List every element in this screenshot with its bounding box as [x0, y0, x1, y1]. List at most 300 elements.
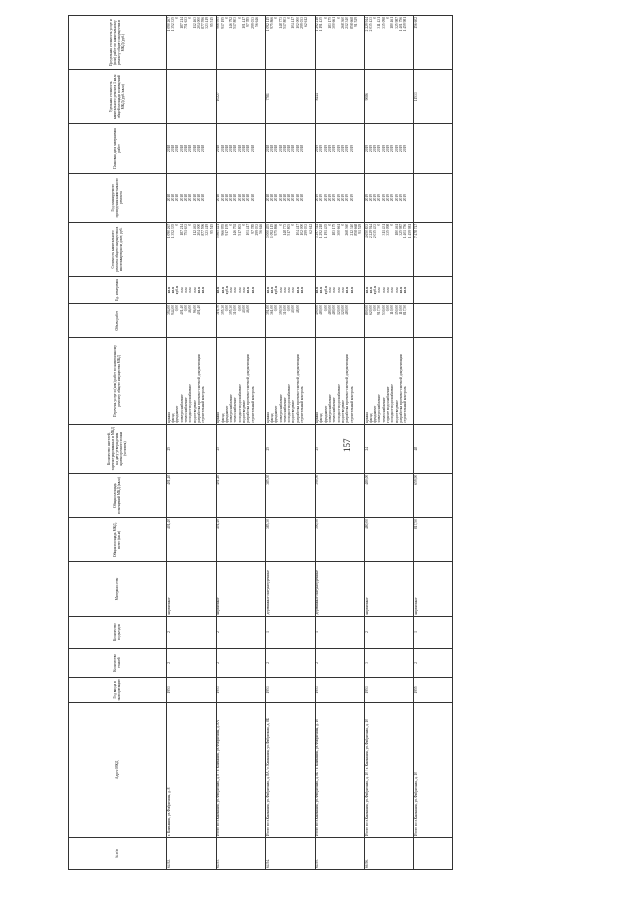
row-volumes-line: 316,70 [216, 305, 221, 315]
row-volumes-line: 395,30 [229, 305, 234, 315]
row-costs-line: 2 229 944 [368, 223, 373, 239]
row-limit-costs-line: 156 602 [414, 17, 419, 29]
row-end-years [266, 124, 315, 173]
row-plan-years-line: 2019 [340, 194, 345, 202]
row-volumes-line: 480,00 [332, 305, 337, 315]
row-address: Итого по г.Камышин, ул.Фабричная, д. 8Б / г. Камышин, ул.Фабричная, д. 10 [315, 702, 364, 837]
row-number: 64.92. [167, 838, 216, 870]
row-plan-years [216, 173, 265, 222]
row-end-years-line: 2019 [328, 144, 333, 153]
row-volumes-line: 361,00 [269, 305, 274, 315]
row-end-years-line: 2019 [377, 144, 382, 153]
row-works-line: электроснабжение [229, 394, 234, 423]
column-header: Адрес МКД [69, 702, 167, 837]
row-limit-costs [365, 16, 414, 70]
row-limit-costs-line: 1 401 756 [398, 17, 403, 32]
row-floors: 2 [266, 648, 315, 678]
row-limit-costs-line: 975 866 [269, 17, 274, 29]
row-costs [365, 222, 414, 276]
row-limit-costs-line: 311 431 [377, 17, 382, 29]
row-volumes-line: 480,00 [328, 305, 333, 315]
row-costs-line: 268 360 [345, 223, 350, 236]
row-end-years-line: 2018 [278, 144, 283, 153]
row-works [365, 338, 414, 424]
row-costs-line: 1 092 115 [269, 223, 274, 239]
column-header: Количество жителей, зарегистрированных в МКД на дату утверждения краткосрочного плана (человек) [69, 424, 167, 473]
row-units [315, 276, 364, 303]
row-costs-line: 56 646 [259, 223, 264, 234]
row-units-line: кв.м [265, 286, 270, 294]
row-volumes-line: 0,00 [224, 305, 229, 312]
row-plan-years-line: 2019 [336, 194, 341, 202]
row-units [414, 276, 452, 303]
row-end-years-line: 2019 [340, 144, 345, 153]
row-end-years [216, 124, 265, 173]
row-residents: 24 [365, 424, 414, 473]
row-works-line: разработка проектно-сметной документации [345, 354, 350, 423]
row-area-premises: 385,30 [266, 473, 315, 517]
row-limit-costs-line: 91 529 [353, 17, 358, 27]
row-limit-costs-line: 112 463 [192, 17, 197, 29]
row-units-line: кв.м [171, 286, 176, 294]
capital-repair-table [68, 15, 453, 870]
row-limit-costs-line: 212 340 [345, 17, 350, 29]
row-end-years-line: 2019 [368, 144, 373, 153]
row-entrances: 1 [414, 616, 452, 648]
row-works-line: строительный контроль [300, 386, 305, 423]
row-plan-years-line: 2019 [332, 194, 337, 202]
row-works [266, 338, 315, 424]
table-row [414, 16, 452, 870]
row-volumes-line: 0,00 [386, 305, 391, 312]
row-works-line: разработка проектно-сметной документации [295, 354, 300, 423]
row-units-line: кв.м [345, 286, 350, 294]
row-plan-years-line: 2019 [368, 194, 373, 202]
row-units-line: п.м [242, 287, 247, 293]
row-floors: 2 [216, 648, 265, 678]
row-costs-line: 91 529 [358, 223, 363, 234]
column-header: Плановая дата завершения работ [69, 124, 167, 173]
row-plan-years-line: 2019 [345, 194, 350, 202]
column-header: Общая площадь помещений МКД (кв.м) [69, 473, 167, 517]
row-works-line: водоотведение [394, 400, 399, 423]
row-volumes [365, 304, 414, 338]
row-address: Итого по г.Камышин, ул.Фабричная, д. 8А / г. Камышин, ул.Фабричная, д. 8Б [266, 702, 315, 837]
row-limit-costs-line: 517 803 [233, 17, 238, 29]
row-end-years-line: 2018 [250, 144, 255, 153]
row-volumes-line: 917,50 [377, 305, 382, 315]
row-costs-line: 0 [188, 223, 193, 226]
row-end-years-line: 2018 [237, 144, 242, 153]
row-works-line: электроснабжение [328, 394, 333, 423]
row-plan-years-line: 2018 [216, 194, 221, 202]
row-units-line: кв.м [246, 286, 251, 294]
row-costs-line: 2 035 433 [373, 223, 378, 239]
row-volumes-line: 480,00 [345, 305, 350, 315]
row-floors: 2 [315, 648, 364, 678]
row-limit-costs [266, 16, 315, 70]
row-costs-line: 204 000 [196, 223, 201, 236]
row-works-line: водоотведение [242, 400, 247, 423]
row-volumes-line: 490,00 [315, 305, 320, 315]
row-plan-years-line: 2018 [183, 194, 188, 202]
row-units-line: п.м [390, 287, 395, 293]
row-plan-years-line: 2019 [398, 194, 403, 202]
row-volumes [414, 304, 452, 338]
row-end-years-line: 2019 [373, 144, 378, 153]
row-costs-line: 97 785 [250, 223, 255, 234]
row-residents: 25 [167, 424, 216, 473]
row-limit-costs-line: 0 [323, 17, 328, 19]
row-costs-line: 7 478 747 [414, 223, 419, 239]
row-works [315, 338, 364, 424]
row-units-line: п.м [377, 287, 382, 293]
row-costs-line: 180 461 [394, 223, 399, 236]
row-units [365, 276, 414, 303]
row-volumes-line: 944,00 [171, 305, 176, 315]
row-end-years-line: 2019 [364, 144, 369, 153]
row-works-line: фасад [269, 413, 274, 423]
row-volumes-line [301, 305, 305, 336]
row-plan-years-line: 2018 [224, 194, 229, 202]
row-costs-line: 323 419 [205, 223, 210, 236]
row-volumes [266, 304, 315, 338]
row-year: 1953 [315, 678, 364, 703]
row-limit-costs-line: 323 419 [205, 17, 210, 29]
row-end-years-line: 2018 [291, 144, 296, 153]
row-year: 1953 [167, 678, 216, 703]
row-volumes-line: 46,00 [246, 305, 251, 314]
row-works-line: холодное водоснабжение [188, 384, 193, 423]
row-plan-years-line: 2018 [166, 194, 171, 202]
row-area-premises: 401,40 [216, 473, 265, 517]
row-unit-cost: 9086 [365, 70, 414, 124]
row-costs-line: 751 633 [183, 223, 188, 236]
row-costs-line: 112 463 [192, 223, 197, 236]
row-plan-years-line: 2019 [386, 194, 391, 202]
row-costs-line: 148 773 [282, 223, 287, 236]
row-limit-costs-line: 299 033 [250, 17, 255, 29]
row-costs-line: 311 431 [381, 223, 386, 236]
row-costs-line: 102 000 [300, 223, 305, 236]
row-volumes-line: 530,00 [381, 305, 386, 315]
row-costs-line: 1 191 435 [323, 223, 328, 239]
row-limit-costs-line: 1 191 435 [319, 17, 324, 32]
row-units-line: п.м [183, 287, 188, 293]
row-units-line: кв.м [398, 286, 403, 294]
row-plan-years-line: 2019 [364, 194, 369, 202]
row-works-line: холодное водоснабжение [237, 384, 242, 423]
row-volumes-line: 150,00 [394, 305, 399, 315]
row-works-line: строительный контроль [403, 386, 408, 423]
row-costs-line: 1 090 267 [166, 223, 171, 239]
row-end-years-line: 2018 [265, 144, 270, 153]
row-plan-years-line: 2018 [287, 194, 292, 202]
row-limit-costs-line: 966 955 [216, 17, 221, 29]
row-number: 64.94. [266, 838, 315, 870]
row-volumes-line [351, 305, 355, 336]
row-area-premises: 480,00 [365, 473, 414, 517]
row-plan-years-line: 2019 [315, 194, 320, 202]
capital-repair-table-container [68, 15, 628, 870]
row-limit-costs-line: 517 803 [282, 17, 287, 29]
row-entrances: 2 [167, 616, 216, 648]
row-limit-costs [216, 16, 265, 70]
row-limit-costs-line: 0 [274, 17, 279, 19]
row-end-years-line: 2018 [216, 144, 221, 153]
row-number: 66.96. [365, 838, 414, 870]
row-limit-costs-line: 0 [237, 17, 242, 19]
row-costs [167, 222, 216, 276]
row-limit-costs-line: 858 668 [349, 17, 354, 29]
row-limit-costs-line: 0 [386, 17, 391, 19]
row-end-years-line: 2018 [175, 144, 180, 153]
row-works-line: крыша [315, 412, 320, 423]
column-header: № п/п [69, 838, 167, 870]
row-limit-costs-line: 877 596 [201, 17, 206, 29]
row-works-line: крыша [265, 412, 270, 423]
row-address: Итого по г.Камышин, ул.Фабричная, д. 10 / г. Камышин, ул.Фабричная, д. 10 [365, 702, 414, 837]
row-works-line: водоотведение [291, 400, 296, 423]
row-volumes-line: 394,00 [166, 305, 171, 315]
row-units-line: кв.м [403, 286, 408, 294]
row-end-years-line: 2018 [166, 144, 171, 153]
column-header: Удельная стоимость капитального ремонта 1 кв.м общей площади помещений МКД (руб./кв.м) [69, 70, 167, 124]
row-plan-years-line: 2019 [394, 194, 399, 202]
row-plan-years-line: 2018 [233, 194, 238, 202]
row-works-line: строительный контроль [349, 386, 354, 423]
row-limit-costs-line: 146 792 [229, 17, 234, 29]
row-plan-years-line: 2018 [242, 194, 247, 202]
row-costs-line: 0 [291, 223, 296, 226]
row-limit-costs-line: 0 [336, 17, 341, 19]
row-units-line: п.м [192, 287, 197, 293]
row-end-years-line: 2018 [295, 144, 300, 153]
row-units-line: п.м [291, 287, 296, 293]
row-costs-line: 212 340 [349, 223, 354, 236]
row-works-line: холодное водоснабжение [390, 384, 395, 423]
row-costs-line: 858 668 [353, 223, 358, 236]
row-plan-years-line: 2018 [175, 194, 180, 202]
row-area-premises: 401,40 [167, 473, 216, 517]
row-costs-line: 4 650 833 [364, 223, 369, 239]
row-limit-costs-line: 1 292 218 [315, 17, 320, 32]
row-units-line: кв.м [295, 286, 300, 294]
table-body [167, 16, 452, 870]
row-volumes-line: 390,50 [278, 305, 283, 315]
row-works-line: разработка проектно-сметной документации [246, 354, 251, 423]
row-entrances: 1 [266, 616, 315, 648]
row-plan-years-line: 2018 [300, 194, 305, 202]
row-plan-years-line: 2018 [196, 194, 201, 202]
row-limit-costs-line: 0 [175, 17, 180, 19]
row-end-years-line: 2019 [403, 144, 408, 153]
row-units-line: п.м [386, 287, 391, 293]
row-units-line: п.м [394, 287, 399, 293]
row-works-line: фасад [319, 413, 324, 423]
row-plan-years-line: 2018 [192, 194, 197, 202]
row-works [216, 338, 265, 424]
row-plan-years-line: 2018 [188, 194, 193, 202]
row-material: кирпичные [365, 562, 414, 616]
column-header: Ед. измерения [69, 276, 167, 303]
row-limit-costs-line: 751 633 [183, 17, 188, 29]
row-limit-costs-line: 0 [224, 17, 229, 19]
row-volumes-line: 310,00 [233, 305, 238, 315]
row-costs-line: 917 195 [224, 223, 229, 236]
row-works-line: крыша [216, 412, 221, 423]
row-costs-line: 1 401 756 [403, 223, 408, 239]
row-units-line: п.м [282, 287, 287, 293]
row-costs [315, 222, 364, 276]
row-costs-line: 517 803 [287, 223, 292, 236]
row-end-years-line: 2018 [287, 144, 292, 153]
row-costs-line: 187 214 [179, 223, 184, 236]
row-volumes-line: 110,00 [398, 305, 403, 315]
row-plan-years-line: 2018 [171, 194, 176, 202]
row-address: Итого по г.Камышин, ул.Фабричная, д. 8 / г. Камышин, ул.Фабричная, д. 8А [216, 702, 265, 837]
row-end-years-line: 2018 [183, 144, 188, 153]
row-end-years-line: 2018 [242, 144, 247, 153]
row-limit-costs-line: 2 229 944 [364, 17, 369, 32]
row-limit-costs-line: 1 092 115 [265, 17, 270, 32]
row-costs-line: 0 [377, 223, 382, 226]
row-costs-line: 146 792 [233, 223, 238, 236]
row-plan-years-line: 2018 [246, 194, 251, 202]
row-plan-years-line: 2018 [265, 194, 270, 202]
row-costs-line: 0 [175, 223, 180, 226]
row-plan-years-line: 2018 [278, 194, 283, 202]
row-costs-line: 101 417 [246, 223, 251, 236]
row-units-line: кв.м [201, 286, 206, 294]
row-limit-costs-line: 0 [188, 17, 193, 19]
row-works-line: горячее водоснабжение [386, 386, 391, 423]
row-works-line: фасад [171, 413, 176, 423]
table-row [315, 16, 364, 870]
row-end-years-line: 2019 [381, 144, 386, 153]
row-plan-years [414, 173, 452, 222]
row-end-years [315, 124, 364, 173]
row-area-premises: 659,90 [414, 473, 452, 517]
row-limit-costs-line: 1 459 981 [403, 17, 408, 32]
row-end-years-line: 2018 [171, 144, 176, 153]
row-units-line: п.м [336, 287, 341, 293]
row-costs-line: 966 955 [220, 223, 225, 236]
row-volumes-line: 620,00 [368, 305, 373, 315]
row-volumes-line: 480,00 [319, 305, 324, 315]
row-limit-costs-line: 102 000 [295, 17, 300, 29]
row-end-years-line: 2019 [390, 144, 395, 153]
row-units-line: п.м [328, 287, 333, 293]
row-works-line: фасад [368, 413, 373, 423]
row-address: Итого по г.Камышин, ул.Фабричная, д. 10 [414, 702, 452, 837]
row-end-years-line: 2019 [398, 144, 403, 153]
row-units-line: куб.м [373, 285, 378, 295]
row-material: кирпичные [216, 562, 265, 616]
row-area-total: 480,00 [365, 518, 414, 562]
row-volumes [216, 304, 265, 338]
row-units-line: кв.м [269, 286, 274, 294]
row-area-premises: 390,50 [315, 473, 364, 517]
row-end-years-line: 2019 [345, 144, 350, 153]
row-plan-years-line: 2019 [319, 194, 324, 202]
row-limit-costs-line: 268 360 [340, 17, 345, 29]
row-limit-costs-line: 62 612 [304, 17, 309, 27]
row-limit-costs-line: 187 214 [179, 17, 184, 29]
row-plan-years-line: 2019 [328, 194, 333, 202]
row-volumes-line: 395,30 [220, 305, 225, 315]
row-floors: 2 [414, 648, 452, 678]
row-volumes-line: 391,00 [265, 305, 270, 315]
row-volumes-line: 40,00 [242, 305, 247, 314]
row-units-line: п.м [233, 287, 238, 293]
row-costs-line: 335 098 [386, 223, 391, 236]
row-end-years-line: 2019 [386, 144, 391, 153]
row-limit-costs-line: 2 035 433 [368, 17, 373, 32]
row-volumes-line: 120,00 [336, 305, 341, 315]
row-end-years-line: 2019 [319, 144, 324, 153]
row-plan-years-line: 2019 [377, 194, 382, 202]
row-entrances: 2 [365, 616, 414, 648]
row-limit-costs-line: 917 195 [220, 17, 225, 29]
row-limit-costs-line: 299 033 [300, 17, 305, 29]
row-end-years-line: 2019 [315, 144, 320, 153]
row-units-line: п.м [381, 287, 386, 293]
row-plan-years [315, 173, 364, 222]
row-area-total: 401,40 [216, 518, 265, 562]
row-end-years [414, 124, 452, 173]
row-volumes-line: 0,00 [287, 305, 292, 312]
row-plan-years-line: 2018 [269, 194, 274, 202]
row-end-years-line: 2019 [394, 144, 399, 153]
table-header-row [69, 16, 167, 870]
row-units-line: п.м [332, 287, 337, 293]
row-plan-years-line: 2018 [295, 194, 300, 202]
row-plan-years-line: 2018 [179, 194, 184, 202]
row-works-line: теплоснабжение [282, 397, 287, 423]
row-works-line: водоотведение [192, 400, 197, 423]
row-costs-line: 0 [328, 223, 333, 226]
row-units-line: п.м [287, 287, 292, 293]
row-residents: 48 [414, 424, 452, 473]
row-works-line: разработка проектно-сметной документации [196, 354, 201, 423]
row-address: г. Камышин, ул.Фабричная, д. 8 [167, 702, 216, 837]
row-costs-line: 0 [340, 223, 345, 226]
row-costs [414, 222, 452, 276]
row-units-line: кв.м [300, 286, 305, 294]
row-works-line: электроснабжение [179, 394, 184, 423]
row-plan-years-line: 2018 [220, 194, 225, 202]
row-limit-costs-line: 204 000 [196, 17, 201, 29]
row-plan-years [167, 173, 216, 222]
row-volumes [315, 304, 364, 338]
row-material: кирпичные [167, 562, 216, 616]
row-area-total: 385,30 [266, 518, 315, 562]
row-end-years-line: 2019 [323, 144, 328, 153]
row-units-line: п.м [188, 287, 193, 293]
row-residents: 25 [315, 424, 364, 473]
row-volumes-line: 46,00 [188, 305, 193, 314]
row-end-years-line: 2019 [332, 144, 337, 153]
row-end-years-line: 2018 [300, 144, 305, 153]
row-volumes-line: 817,50 [403, 305, 408, 315]
row-units-line: куб.м [175, 285, 180, 295]
row-limit-costs-line: 56 646 [254, 17, 259, 27]
row-volumes-line: 0,00 [323, 305, 328, 312]
row-plan-years-line: 2018 [274, 194, 279, 202]
row-costs-line: 62 612 [308, 223, 313, 234]
row-year: 1953 [216, 678, 265, 703]
